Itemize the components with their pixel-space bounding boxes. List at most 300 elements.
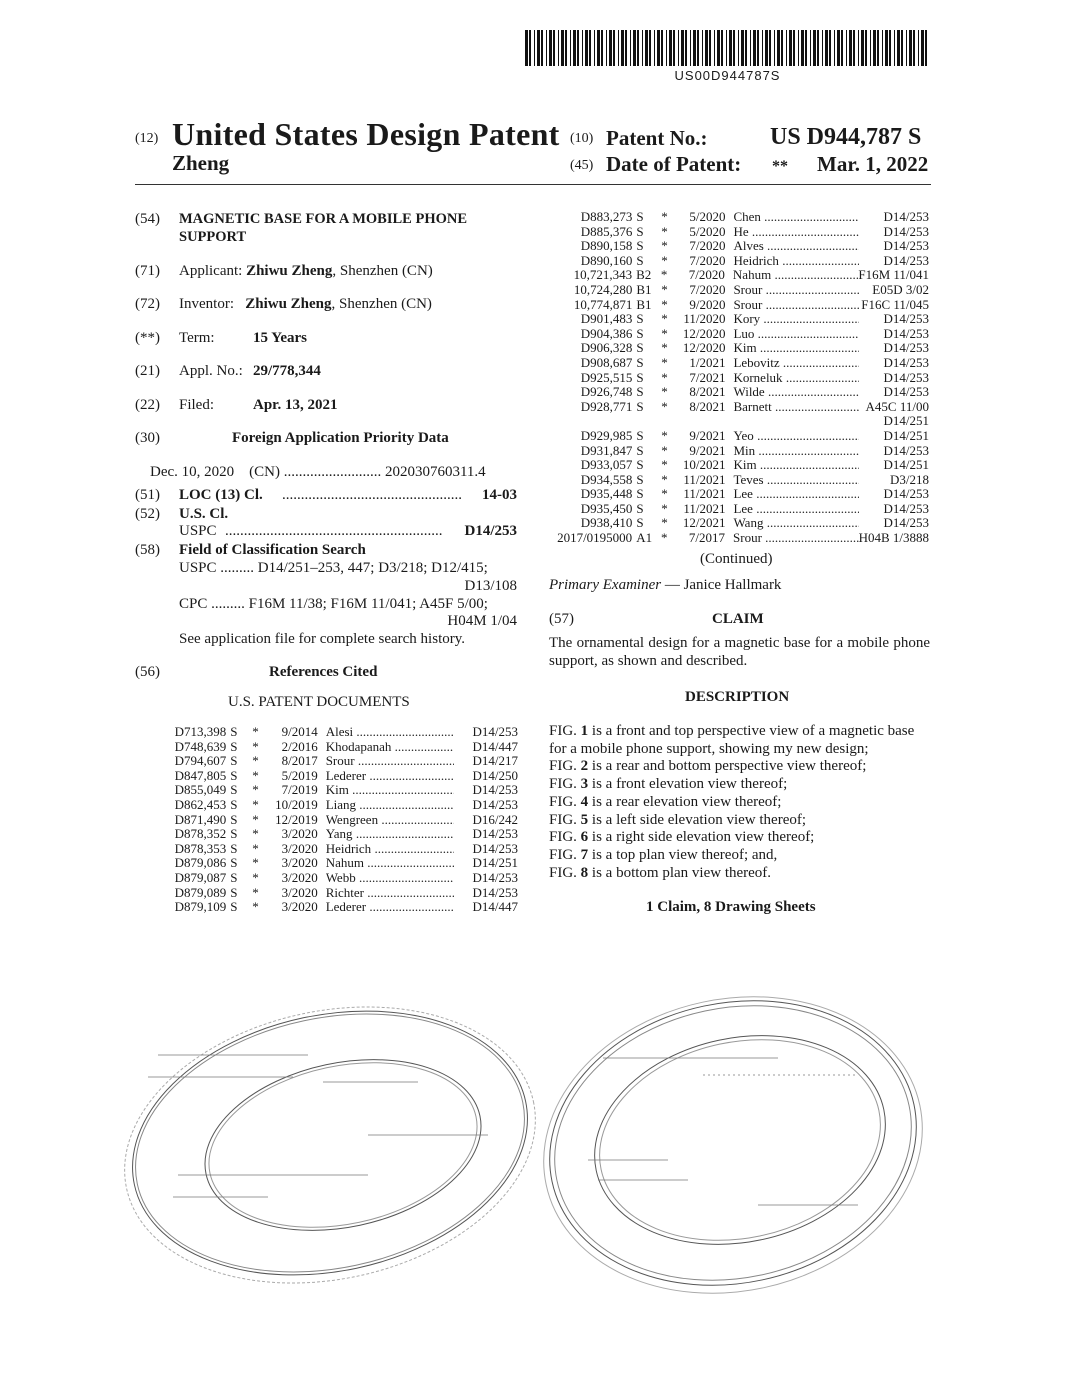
appl-value: 29/778,344 bbox=[253, 363, 321, 379]
reference-kind: S bbox=[636, 486, 644, 502]
reference-date: 11/2021 bbox=[683, 486, 726, 502]
uscl-code: (52) bbox=[135, 506, 160, 522]
reference-number: D890,158 bbox=[580, 238, 633, 254]
reference-cited-mark: * bbox=[661, 281, 668, 297]
reference-name: Richter ..... bbox=[326, 886, 454, 901]
reference-name: Srour ..... bbox=[733, 298, 859, 313]
barcode-bar bbox=[757, 30, 759, 66]
claims-summary: 1 Claim, 8 Drawing Sheets bbox=[646, 899, 816, 915]
reference-cited-mark: * bbox=[661, 209, 668, 224]
reference-kind: S bbox=[230, 869, 238, 885]
barcode-bar bbox=[645, 30, 648, 66]
barcode-bar bbox=[853, 30, 855, 66]
barcode-bar bbox=[537, 30, 540, 66]
fig-prefix: FIG. bbox=[549, 776, 581, 793]
reference-cited-mark: * bbox=[661, 457, 668, 473]
fig-number: 5 bbox=[580, 811, 589, 828]
reference-row bbox=[168, 769, 518, 784]
reference-kind: S bbox=[636, 238, 644, 254]
reference-name: Kim ..... bbox=[326, 783, 454, 798]
barcode-bar bbox=[582, 30, 583, 66]
reference-number: D934,558 bbox=[580, 471, 633, 487]
barcode-bar bbox=[805, 30, 807, 66]
reference-date: 10/2019 bbox=[275, 796, 318, 812]
fig-text: is a rear elevation view thereof; bbox=[588, 793, 782, 810]
reference-date: 11/2020 bbox=[683, 311, 726, 327]
reference-name: Webb ..... bbox=[326, 871, 454, 886]
reference-row bbox=[553, 298, 929, 313]
reference-class: A45C 11/00 bbox=[865, 398, 929, 414]
reference-number: D929,985 bbox=[580, 427, 633, 443]
refs-code: (56) bbox=[135, 664, 160, 680]
reference-kind bbox=[632, 414, 657, 429]
reference-row bbox=[553, 458, 929, 473]
reference-cited-mark: * bbox=[661, 296, 668, 312]
barcode-bar bbox=[666, 30, 667, 66]
patent-date: Mar. 1, 2022 bbox=[817, 152, 929, 176]
barcode-bar bbox=[774, 30, 775, 66]
uscl-label: U.S. Cl. bbox=[179, 506, 229, 522]
reference-cited-mark: * bbox=[660, 530, 668, 546]
reference-class: D14/253 bbox=[883, 369, 929, 385]
reference-number: D794,607 bbox=[174, 753, 227, 769]
barcode-bar bbox=[765, 30, 768, 66]
reference-class: D14/251 bbox=[883, 413, 929, 429]
reference-class: D14/253 bbox=[883, 354, 929, 370]
reference-cited-mark: * bbox=[661, 398, 668, 414]
reference-number: D904,386 bbox=[580, 325, 633, 341]
barcode-bar bbox=[609, 30, 612, 66]
left-references-table bbox=[168, 725, 518, 915]
barcode-bar bbox=[925, 30, 927, 66]
barcode-bar bbox=[798, 30, 799, 66]
inventor-name: Zhiwu Zheng bbox=[245, 296, 332, 312]
reference-number: D879,086 bbox=[174, 855, 227, 871]
barcode-bar bbox=[846, 30, 847, 66]
barcode-bar bbox=[561, 30, 564, 66]
reference-class: D14/253 bbox=[472, 826, 519, 842]
reference-date bbox=[671, 414, 733, 429]
barcode-bar bbox=[753, 30, 756, 66]
barcode-bar bbox=[534, 30, 535, 66]
reference-row bbox=[168, 842, 518, 857]
figure-descriptions bbox=[549, 723, 930, 882]
figure-description bbox=[549, 812, 930, 830]
fig-prefix: FIG. bbox=[549, 723, 581, 739]
fig-number: 2 bbox=[580, 758, 589, 775]
reference-kind: S bbox=[636, 384, 644, 400]
reference-row bbox=[553, 400, 929, 415]
reference-cited-mark: * bbox=[252, 811, 259, 827]
reference-row bbox=[553, 312, 929, 327]
reference-name: Nahum ..... bbox=[326, 856, 454, 871]
reference-kind: S bbox=[230, 796, 238, 812]
reference-class: D14/251 bbox=[883, 457, 929, 473]
reference-row bbox=[553, 254, 929, 269]
reference-class: D14/253 bbox=[883, 325, 929, 341]
reference-cited-mark: * bbox=[661, 252, 668, 268]
reference-number: D883,273 bbox=[580, 209, 633, 224]
reference-number: D879,089 bbox=[174, 884, 227, 900]
claim-text: The ornamental design for a magnetic base for a mobile phone support, as shown and described. bbox=[549, 635, 930, 669]
reference-row bbox=[553, 429, 929, 444]
invention-title-line1: MAGNETIC BASE FOR A MOBILE PHONE bbox=[179, 211, 468, 227]
barcode-bar bbox=[813, 30, 816, 66]
reference-row bbox=[553, 516, 929, 531]
loc-dots: ................................................ bbox=[282, 487, 462, 503]
reference-cited-mark: * bbox=[661, 340, 668, 356]
reference-class: D14/253 bbox=[883, 311, 929, 327]
reference-number: 10,724,280 bbox=[573, 281, 633, 297]
reference-name: Nahum ..... bbox=[733, 268, 858, 283]
reference-class: F16C 11/045 bbox=[861, 296, 929, 312]
reference-row bbox=[168, 871, 518, 886]
barcode-bar bbox=[762, 30, 763, 66]
barcode-bar bbox=[729, 30, 732, 66]
barcode-bar bbox=[822, 30, 823, 66]
barcode-bar bbox=[673, 30, 675, 66]
reference-name: Korneluk ..... bbox=[733, 371, 859, 386]
uspc-dots: .......................................................... bbox=[225, 523, 443, 539]
barcode-bar bbox=[901, 30, 903, 66]
barcode-bar bbox=[621, 30, 624, 66]
barcode-bar bbox=[558, 30, 559, 66]
reference-date: 7/2020 bbox=[689, 281, 726, 297]
reference-row bbox=[168, 900, 518, 915]
inventor bbox=[179, 295, 432, 314]
reference-number: D928,771 bbox=[580, 398, 633, 414]
reference-number: D878,352 bbox=[174, 826, 227, 842]
refs-subheading: U.S. PATENT DOCUMENTS bbox=[228, 694, 410, 710]
reference-date: 9/2021 bbox=[689, 442, 726, 458]
applicant-label: Applicant: bbox=[179, 263, 243, 279]
reference-date: 3/2020 bbox=[281, 826, 318, 842]
reference-date: 5/2020 bbox=[689, 209, 726, 224]
barcode-bar bbox=[921, 30, 924, 66]
reference-class: D14/251 bbox=[472, 855, 519, 871]
barcode-bar bbox=[642, 30, 643, 66]
date-marks: ** bbox=[772, 158, 788, 175]
barcode-bar bbox=[918, 30, 919, 66]
primary-examiner bbox=[549, 576, 781, 595]
invention-title bbox=[179, 210, 467, 246]
reference-row bbox=[553, 371, 929, 386]
reference-class: D14/253 bbox=[472, 869, 519, 885]
reference-class: H04B 1/3888 bbox=[858, 530, 929, 546]
applicant-name: Zhiwu Zheng bbox=[246, 263, 333, 279]
reference-cited-mark: * bbox=[661, 223, 668, 239]
reference-cited-mark: * bbox=[661, 500, 668, 516]
reference-name: Wang ..... bbox=[733, 516, 859, 531]
fig-number: 7 bbox=[580, 846, 589, 863]
reference-class: D16/242 bbox=[472, 811, 519, 827]
reference-number: D879,109 bbox=[174, 899, 227, 915]
barcode-bar bbox=[570, 30, 571, 66]
reference-kind: S bbox=[636, 500, 644, 516]
reference-cited-mark: * bbox=[252, 869, 259, 885]
filed-label: Filed: bbox=[179, 397, 215, 413]
inventor-surname: Zheng bbox=[172, 151, 230, 175]
barcode-bar bbox=[882, 30, 883, 66]
barcode-bar bbox=[553, 30, 555, 66]
fig-text: is a front elevation view thereof; bbox=[588, 776, 788, 793]
barcode-bar bbox=[837, 30, 840, 66]
term-label: Term: bbox=[179, 330, 215, 346]
reference-date: 8/2017 bbox=[281, 753, 318, 769]
barcode-bar bbox=[801, 30, 804, 66]
barcode-bar bbox=[709, 30, 711, 66]
fig-prefix: FIG. bbox=[549, 846, 581, 863]
reference-number: D925,515 bbox=[580, 369, 633, 385]
examiner-label: Primary Examiner bbox=[549, 577, 662, 593]
reference-class: D14/253 bbox=[472, 724, 519, 739]
reference-cited-mark bbox=[658, 414, 672, 429]
reference-kind: S bbox=[636, 209, 644, 224]
reference-class: D14/217 bbox=[472, 753, 519, 769]
reference-name: Luo ..... bbox=[733, 327, 859, 342]
reference-number: D935,448 bbox=[580, 486, 633, 502]
reference-name: He ..... bbox=[733, 225, 859, 240]
reference-kind: S bbox=[636, 471, 644, 487]
reference-date: 3/2020 bbox=[281, 899, 318, 915]
barcode-bar bbox=[741, 30, 744, 66]
claim-heading: CLAIM bbox=[712, 611, 764, 627]
reference-cited-mark: * bbox=[661, 238, 668, 254]
reference-row bbox=[553, 487, 929, 502]
reference-date: 9/2020 bbox=[689, 296, 726, 312]
reference-class: D14/253 bbox=[883, 486, 929, 502]
reference-row bbox=[553, 327, 929, 342]
reference-cited-mark: * bbox=[252, 884, 259, 900]
reference-name: Min ..... bbox=[733, 444, 859, 459]
reference-kind: S bbox=[230, 767, 238, 783]
fig-number: 4 bbox=[580, 793, 589, 810]
barcode-bar bbox=[889, 30, 891, 66]
reference-date: 12/2020 bbox=[682, 325, 726, 341]
barcode-bar bbox=[817, 30, 819, 66]
reference-cited-mark: * bbox=[661, 427, 668, 443]
reference-class: D14/253 bbox=[883, 223, 929, 239]
reference-row bbox=[168, 813, 518, 828]
barcode-bar bbox=[738, 30, 739, 66]
reference-date: 7/2017 bbox=[688, 530, 726, 546]
priority-heading: Foreign Application Priority Data bbox=[232, 430, 449, 446]
barcode-bar bbox=[885, 30, 888, 66]
figure-description bbox=[549, 758, 930, 776]
reference-row bbox=[168, 886, 518, 901]
reference-name: Alves ..... bbox=[733, 239, 859, 254]
continued-note: (Continued) bbox=[700, 551, 773, 567]
fig-number: 1 bbox=[580, 723, 589, 739]
reference-kind: S bbox=[230, 724, 238, 739]
reference-kind: S bbox=[636, 252, 644, 268]
reference-class: D3/218 bbox=[890, 471, 929, 487]
reference-number: D901,483 bbox=[580, 311, 633, 327]
reference-cited-mark: * bbox=[661, 515, 668, 531]
reference-kind: S bbox=[636, 325, 644, 341]
fig-prefix: FIG. bbox=[549, 829, 581, 846]
reference-kind: S bbox=[636, 398, 644, 414]
reference-number: D879,087 bbox=[174, 869, 227, 885]
barcode-bar bbox=[721, 30, 723, 66]
reference-class: F16M 11/041 bbox=[858, 267, 930, 283]
reference-name: Srour ..... bbox=[326, 754, 454, 769]
reference-cited-mark: * bbox=[661, 384, 668, 400]
reference-number: D847,805 bbox=[174, 767, 227, 783]
figure-description bbox=[549, 776, 930, 794]
reference-date: 5/2020 bbox=[689, 223, 726, 239]
reference-date: 7/2021 bbox=[689, 369, 726, 385]
filed-value: Apr. 13, 2021 bbox=[253, 397, 338, 413]
reference-name: Kim ..... bbox=[733, 341, 859, 356]
barcode-bar bbox=[793, 30, 795, 66]
reference-number: D890,160 bbox=[580, 252, 633, 268]
reference-number: D933,057 bbox=[580, 457, 633, 473]
field-uspc: USPC ......... D14/251–253, 447; D3/218; D12/415; bbox=[179, 560, 488, 576]
reference-kind: S bbox=[230, 811, 238, 827]
barcode-bar bbox=[865, 30, 867, 66]
barcode-bar bbox=[849, 30, 852, 66]
reference-number: 10,774,871 bbox=[573, 296, 633, 312]
reference-class: D14/250 bbox=[472, 767, 519, 783]
reference-name: Lebovitz ..... bbox=[733, 356, 859, 371]
barcode-bar bbox=[825, 30, 828, 66]
reference-class: D14/253 bbox=[883, 500, 929, 516]
reference-number: D855,049 bbox=[174, 782, 227, 798]
priority-code: (30) bbox=[135, 430, 160, 446]
fig-text: is a front and top perspective view of a magnetic base for a mobile phone support, showing my new design; bbox=[549, 723, 915, 757]
reference-date: 1/2021 bbox=[689, 354, 726, 370]
reference-name: Chen ..... bbox=[733, 210, 859, 225]
barcode-bar bbox=[913, 30, 915, 66]
barcode-bar bbox=[678, 30, 679, 66]
reference-kind: B1 bbox=[636, 281, 652, 297]
barcode-bar bbox=[909, 30, 912, 66]
barcode-bar bbox=[606, 30, 607, 66]
reference-row bbox=[553, 225, 929, 240]
reference-kind: S bbox=[230, 884, 238, 900]
barcode-bar bbox=[906, 30, 907, 66]
reference-cited-mark: * bbox=[661, 354, 668, 370]
field-code: (58) bbox=[135, 542, 160, 558]
figure-front-perspective-drawing bbox=[118, 985, 538, 1305]
reference-number: D713,398 bbox=[174, 724, 227, 739]
reference-name: Wilde ..... bbox=[733, 385, 859, 400]
reference-number: 10,721,343 bbox=[573, 267, 633, 283]
reference-cited-mark: * bbox=[252, 899, 259, 915]
barcode-bar bbox=[594, 30, 595, 66]
term-code: (**) bbox=[135, 330, 160, 346]
reference-class: D14/253 bbox=[883, 340, 929, 356]
figure-description bbox=[549, 865, 930, 883]
reference-number: D935,450 bbox=[580, 500, 633, 516]
field-uspc2: D13/108 bbox=[464, 578, 517, 594]
reference-number: D926,748 bbox=[580, 384, 633, 400]
fig-prefix: FIG. bbox=[549, 758, 581, 775]
reference-row bbox=[168, 740, 518, 755]
filed-code: (22) bbox=[135, 397, 160, 413]
reference-number: D931,847 bbox=[580, 442, 633, 458]
barcode-bar bbox=[861, 30, 864, 66]
barcode-bar bbox=[577, 30, 579, 66]
reference-kind: B1 bbox=[636, 296, 652, 312]
reference-date: 8/2021 bbox=[689, 398, 726, 414]
reference-name: Lee ..... bbox=[733, 502, 859, 517]
reference-name: Yang ..... bbox=[326, 827, 454, 842]
reference-date: 7/2020 bbox=[689, 252, 726, 268]
barcode-bar bbox=[597, 30, 600, 66]
reference-cited-mark: * bbox=[252, 753, 259, 769]
field-cpc: CPC ......... F16M 11/38; F16M 11/041; A45F 5/00; bbox=[179, 596, 488, 612]
reference-name: Lederer ..... bbox=[326, 900, 454, 915]
reference-date: 3/2020 bbox=[281, 869, 318, 885]
reference-kind: S bbox=[636, 427, 644, 443]
reference-row bbox=[553, 531, 929, 546]
fig-number: 6 bbox=[580, 829, 589, 846]
reference-cited-mark: * bbox=[252, 796, 259, 812]
patent-no-label: Patent No.: bbox=[606, 126, 708, 150]
barcode-bar bbox=[769, 30, 771, 66]
appl-label: Appl. No.: bbox=[179, 363, 243, 379]
reference-row bbox=[168, 798, 518, 813]
reference-date: 5/2019 bbox=[281, 767, 318, 783]
reference-date: 7/2020 bbox=[688, 267, 725, 283]
reference-number: D862,453 bbox=[174, 796, 227, 812]
barcode-bar bbox=[705, 30, 708, 66]
reference-cited-mark: * bbox=[661, 442, 668, 458]
reference-class: D14/253 bbox=[472, 782, 519, 798]
reference-row bbox=[168, 725, 518, 740]
loc-label: LOC (13) Cl. bbox=[179, 487, 263, 503]
barcode-bar bbox=[630, 30, 631, 66]
barcode-bar bbox=[829, 30, 831, 66]
fig-text: is a bottom plan view thereof. bbox=[588, 864, 772, 881]
reference-cited-mark: * bbox=[661, 311, 668, 327]
reference-row bbox=[553, 239, 929, 254]
reference-name: Lederer ..... bbox=[326, 769, 454, 784]
barcode-bar bbox=[525, 30, 528, 66]
barcode-bar bbox=[873, 30, 876, 66]
barcode-bar bbox=[870, 30, 871, 66]
reference-name: Kim ..... bbox=[733, 458, 859, 473]
reference-kind: B2 bbox=[636, 267, 652, 283]
barcode-bar bbox=[858, 30, 859, 66]
reference-date: 9/2021 bbox=[689, 427, 726, 443]
reference-date: 12/2021 bbox=[682, 515, 726, 531]
inventor-code: (72) bbox=[135, 296, 160, 312]
fig-prefix: FIG. bbox=[549, 864, 581, 881]
applicant-code: (71) bbox=[135, 263, 160, 279]
reference-date: 3/2020 bbox=[281, 884, 318, 900]
reference-cited-mark: * bbox=[252, 855, 259, 871]
figure-description bbox=[549, 794, 930, 812]
doc-type-code: (12) bbox=[135, 131, 159, 146]
reference-date: 9/2014 bbox=[281, 724, 318, 739]
reference-kind: S bbox=[230, 753, 238, 769]
loc-code: (51) bbox=[135, 487, 160, 503]
barcode-bar bbox=[529, 30, 531, 66]
reference-date: 12/2019 bbox=[275, 811, 318, 827]
figure-rear-perspective-drawing bbox=[528, 975, 928, 1305]
uspc-value: D14/253 bbox=[464, 523, 517, 539]
barcode-bar bbox=[633, 30, 636, 66]
reference-name: Yeo ..... bbox=[733, 429, 859, 444]
reference-number: D906,328 bbox=[580, 340, 633, 356]
description-heading: DESCRIPTION bbox=[685, 689, 790, 705]
reference-date: 7/2019 bbox=[281, 782, 318, 798]
reference-number: D878,353 bbox=[174, 840, 227, 856]
reference-name: Srour ..... bbox=[733, 283, 859, 298]
